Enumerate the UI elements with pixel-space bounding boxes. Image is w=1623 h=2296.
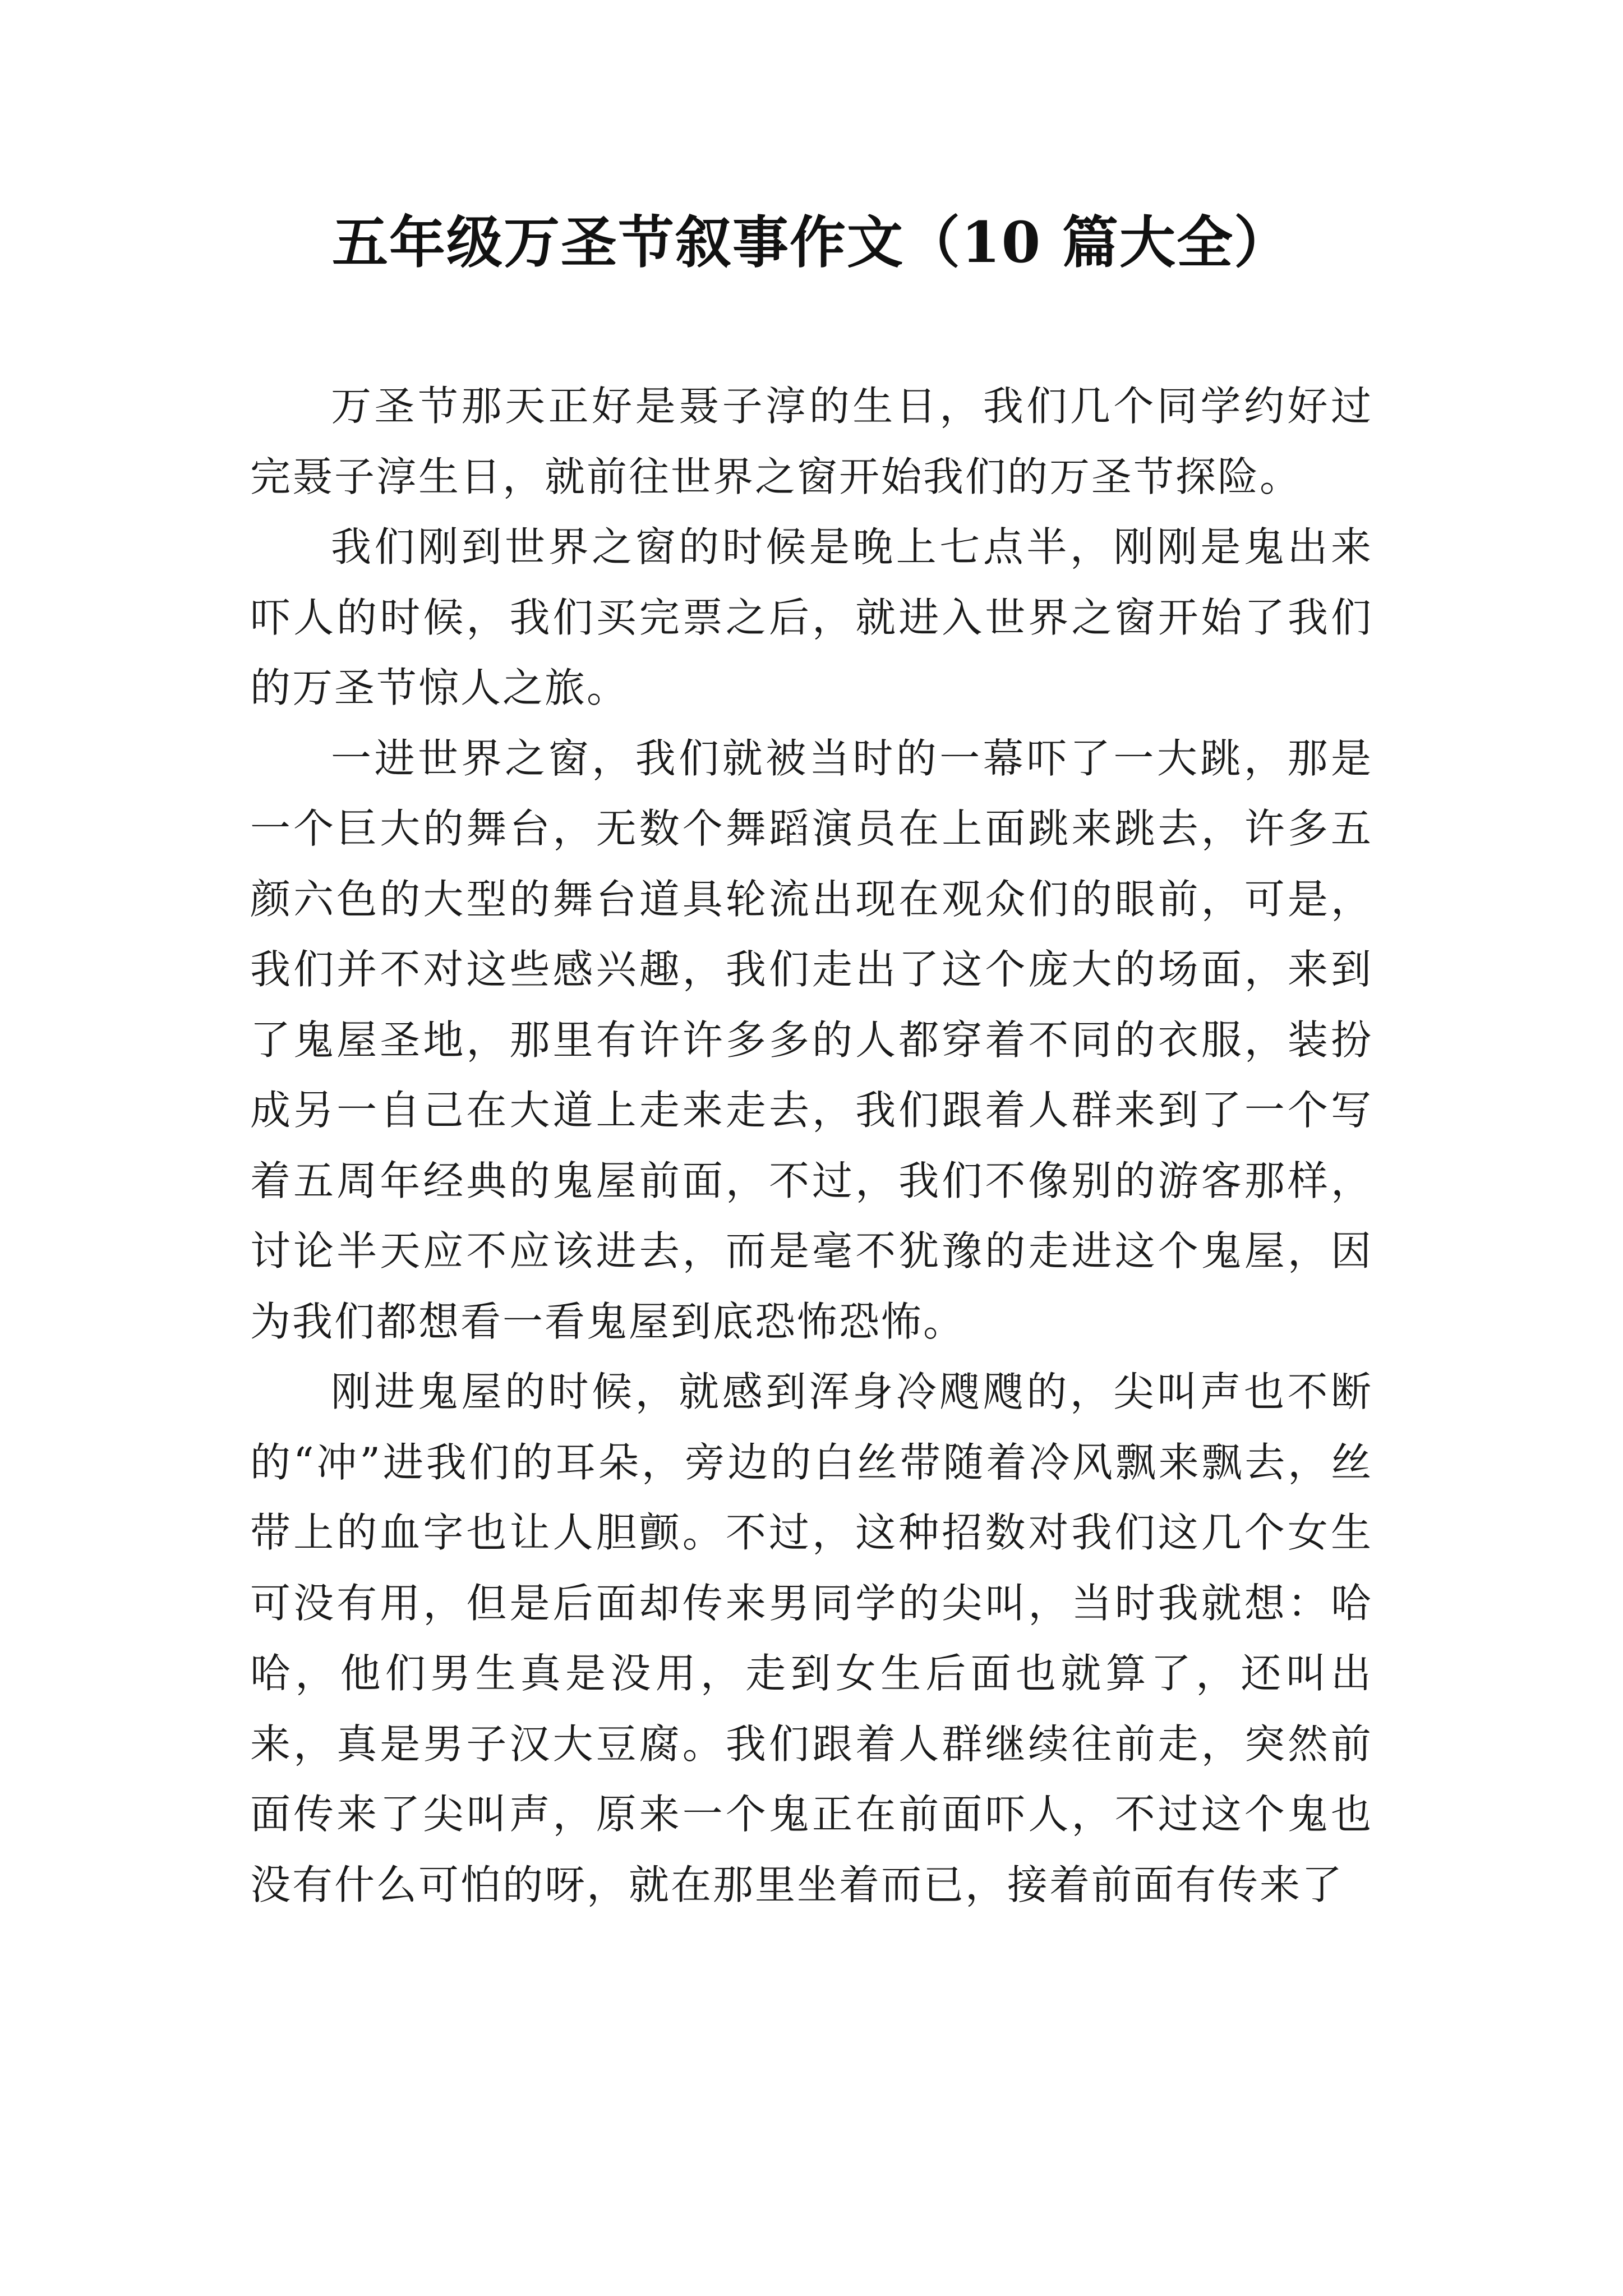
essay-body bbox=[250, 371, 1373, 1920]
page-title: 五年级万圣节叙事作文（10 篇大全） bbox=[332, 209, 1291, 275]
paragraph: 万圣节那天正好是聂子淳的生日，我们几个同学约好过完聂子淳生日，就前往世界之窗开始我们的万圣节探险。 bbox=[250, 383, 1373, 500]
paragraph: 刚进鬼屋的时候，就感到浑身冷飕飕的，尖叫声也不断的“冲”进我们的耳朵，旁边的白丝带随着冷风飘来飘去，丝带上的血字也让人胆颤。不过，这种招数对我们这几个女生可没有用，但是后面却传来男同学的尖叫，当时我就想：哈哈，他们男生真是没用，走到女生后面也就算了，还叫出来，真是男子汉大豆腐。我们跟着人群继续往前走，突然前面传来了尖叫声，原来一个鬼正在前面吓人，不过这个鬼也没有什么可怕的呀，就在那里坐着而已，接着前面有传来了 bbox=[250, 1368, 1373, 1908]
paragraph: 一进世界之窗，我们就被当时的一幕吓了一大跳，那是一个巨大的舞台，无数个舞蹈演员在上面跳来跳去，许多五颜六色的大型的舞台道具轮流出现在观众们的眼前，可是，我们并不对这些感兴趣，我们走出了这个庞大的场面，来到了鬼屋圣地，那里有许许多多的人都穿着不同的衣服，装扮成另一自己在大道上走来走去，我们跟着人群来到了一个写着五周年经典的鬼屋前面，不过，我们不像别的游客那样，讨论半天应不应该进去，而是毫不犹豫的走进这个鬼屋，因为我们都想看一看鬼屋到底恐怖恐怖。 bbox=[250, 734, 1373, 1345]
paragraph: 我们刚到世界之窗的时候是晚上七点半，刚刚是鬼出来吓人的时候，我们买完票之后，就进入世界之窗开始了我们的万圣节惊人之旅。 bbox=[250, 523, 1373, 711]
